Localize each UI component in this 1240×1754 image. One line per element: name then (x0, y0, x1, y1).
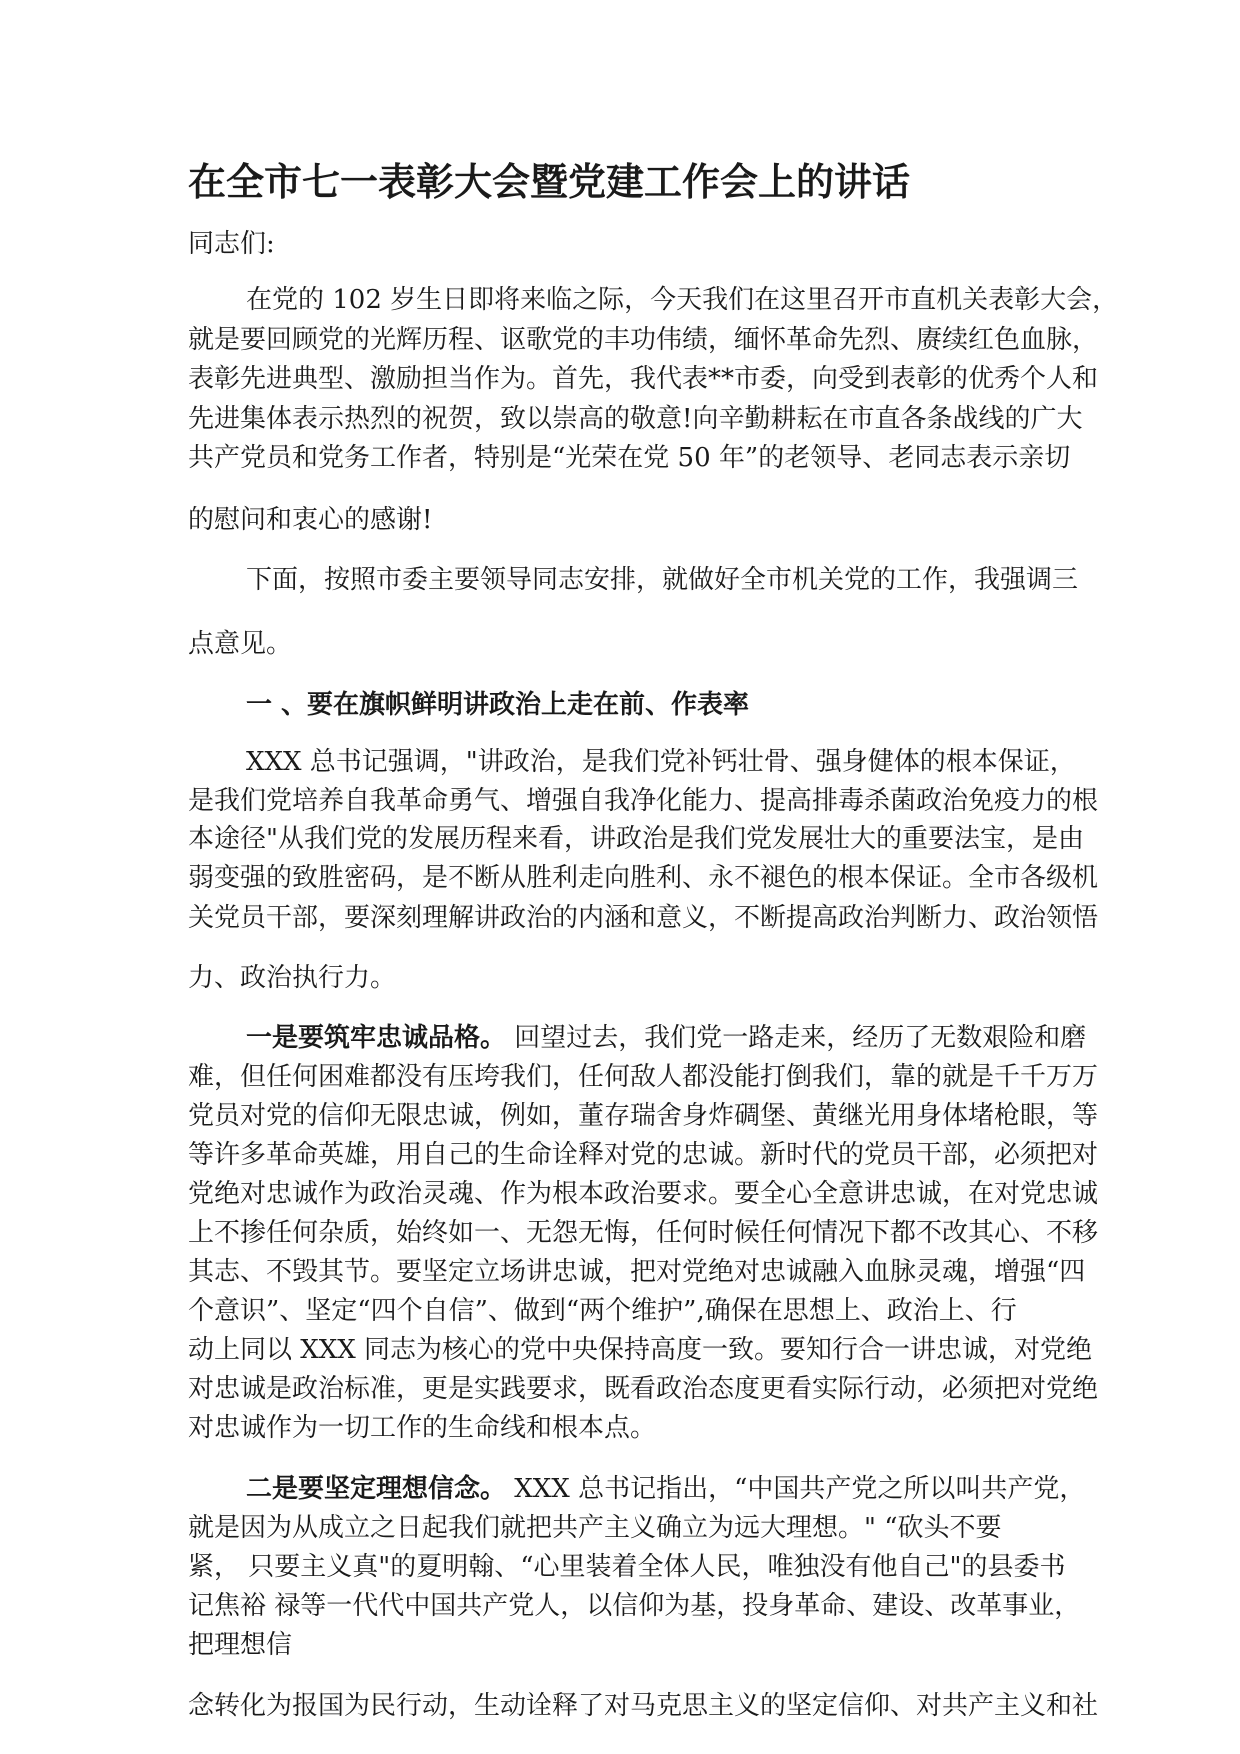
paragraph-line: 就是因为从成立之日起我们就把共产主义确立为远大理想。" “砍头不要 (188, 1513, 1002, 1543)
paragraph-line: 表彰先进典型、激励担当作为。首先，我代表**市委，向受到表彰的优秀个人和 (188, 364, 1099, 394)
paragraph-line: 先进集体表示热烈的祝贺，致以崇高的敬意!向辛勤耕耘在市直各条战线的广大 (188, 404, 1083, 434)
paragraph-line: 难，但任何困难都没有压垮我们，任何敌人都没能打倒我们，靠的就是千千万万 (188, 1062, 1099, 1092)
paragraph-line: 党绝对忠诚作为政治灵魂、作为根本政治要求。要全心全意讲忠诚，在对党忠诚 (188, 1179, 1099, 1209)
paragraph-line: XXX 总书记强调，"讲政治，是我们党补钙壮骨、强身健体的根本保证， (246, 747, 1076, 777)
paragraph-line: 动上同以 XXX 同志为核心的党中央保持高度一致。要知行合一讲忠诚，对党绝 (188, 1335, 1093, 1365)
paragraph-line: 其志、不毁其节。要坚定立场讲忠诚，把对党绝对忠诚融入血脉灵魂，增强“四 (188, 1257, 1086, 1287)
paragraph-line: 记焦裕 禄等一代代中国共产党人，以信仰为基，投身革命、建设、改革事业， (188, 1591, 1081, 1621)
paragraph-line: 是我们党培养自我革命勇气、增强自我净化能力、提高排毒杀菌政治免疫力的根 (188, 786, 1099, 816)
paragraph-line: 对忠诚是政治标准，更是实践要求，既看政治态度更看实际行动，必须把对党绝 (188, 1374, 1099, 1404)
paragraph-line: 弱变强的致胜密码，是不断从胜利走向胜利、永不褪色的根本保证。全市各级机 (188, 863, 1099, 893)
paragraph-line: 念转化为报国为民行动，生动诠释了对马克思主义的坚定信仰、对共产主义和社 (188, 1691, 1099, 1721)
paragraph-line: 点意见。 (188, 629, 293, 659)
paragraph-line: 上不掺任何杂质，始终如一、无怨无悔，任何时候任何情况下都不改其心、不移 (188, 1218, 1099, 1248)
paragraph-line: 个意识”、坚定“四个自信”、做到“两个维护”,确保在思想上、政治上、行 (188, 1296, 1017, 1326)
paragraph-line: 党员对党的信仰无限忠诚，例如，董存瑞舍身炸碉堡、黄继光用身体堵枪眼，等 (188, 1101, 1099, 1131)
paragraph-line: 共产党员和党务工作者，特别是“光荣在党 50 年”的老领导、老同志表示亲切 (188, 443, 1071, 473)
paragraph-line: 对忠诚作为一切工作的生命线和根本点。 (188, 1413, 657, 1443)
section-heading: 一 、要在旗帜鲜明讲政治上走在前、作表率 (246, 690, 750, 720)
paragraph-line: 力、政治执行力。 (188, 963, 397, 993)
paragraph-text: XXX 总书记指出，“中国共产党之所以叫共产党， (506, 1474, 1086, 1504)
paragraph-line: 下面，按照市委主要领导同志安排，就做好全市机关党的工作，我强调三 (246, 565, 1079, 595)
salutation: 同志们: (188, 229, 275, 259)
paragraph-line: 关党员干部，要深刻理解讲政治的内涵和意义，不断提高政治判断力、政治领悟 (188, 903, 1099, 933)
paragraph-lead: 一是要筑牢忠诚品格。 (246, 1023, 507, 1053)
paragraph-line: 紧， 只要主义真"的夏明翰、“心里装着全体人民，唯独没有他自己"的县委书 (188, 1552, 1066, 1582)
paragraph-line: 本途径"从我们党的发展历程来看，讲政治是我们党发展壮大的重要法宝，是由 (188, 824, 1084, 854)
paragraph-line: 的慰问和衷心的感谢! (188, 505, 433, 535)
paragraph-text: 回望过去，我们党一路走来，经历了无数艰险和磨 (506, 1023, 1087, 1053)
paragraph-line: 等许多革命英雄，用自己的生命诠释对党的忠诚。新时代的党员干部，必须把对 (188, 1140, 1099, 1170)
paragraph-line: 在党的 102 岁生日即将来临之际，今天我们在这里召开市直机关表彰大会， (246, 285, 1119, 315)
paragraph-line (246, 1473, 1085, 1505)
page-title: 在全市七一表彰大会暨党建工作会上的讲话 (188, 159, 911, 204)
paragraph-line: 把理想信 (188, 1630, 293, 1660)
paragraph-line (246, 1022, 1086, 1054)
paragraph-lead: 二是要坚定理想信念。 (246, 1474, 507, 1504)
paragraph-line: 就是要回顾党的光辉历程、讴歌党的丰功伟绩，缅怀革命先烈、赓续红色血脉， (188, 325, 1099, 355)
